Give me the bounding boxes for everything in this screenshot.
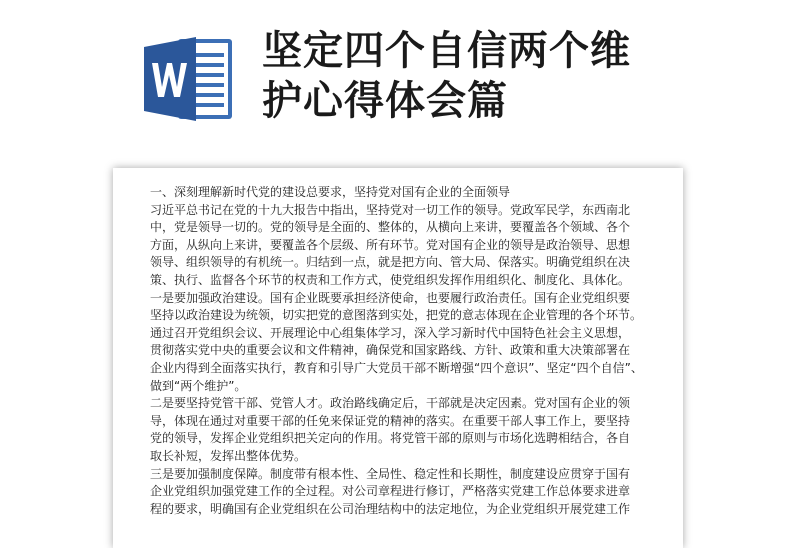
title-line-1: 坚定四个自信两个维 xyxy=(262,28,631,74)
doc-line: 一是要加强政治建设。国有企业既要承担经济使命，也要履行政治责任。国有企业党组织要 xyxy=(150,290,631,305)
doc-line: 中，党是领导一切的。党的领导是全面的、整体的，从横向上来讲，要覆盖各个领域、各个 xyxy=(150,220,631,235)
doc-line: 党的领导，发挥企业党组织把关定向的作用。将党管干部的原则与市场化选聘相结合，各自 xyxy=(150,431,631,446)
title-line-2: 护心得体会篇 xyxy=(262,78,508,124)
header xyxy=(0,0,800,160)
doc-line: 方面，从纵向上来讲，要覆盖各个层级、所有环节。党对国有企业的领导是政治领导、思想 xyxy=(150,237,631,252)
doc-line: 领导、组织领导的有机统一。归结到一点，就是把方向、管大局、保落实。明确党组织在决 xyxy=(150,255,631,270)
doc-line: 取长补短，发挥出整体优势。 xyxy=(150,448,307,463)
doc-line: 程的要求，明确国有企业党组织在公司治理结构中的法定地位，为企业党组织开展党建工作 xyxy=(150,501,631,516)
doc-line: 一、深刻理解新时代党的建设总要求，坚持党对国有企业的全面领导 xyxy=(150,185,511,199)
page-title xyxy=(262,26,782,126)
word-document-icon xyxy=(142,33,236,125)
doc-line: 贯彻落实党中央的重要会议和文件精神，确保党和国家路线、方针、政策和重大决策部署在 xyxy=(150,343,631,358)
doc-line: 企业党组织加强党建工作的全过程。对公司章程进行修订，严格落实党建工作总体要求进章 xyxy=(150,484,631,499)
doc-line: 三是要加强制度保障。制度带有根本性、全局性、稳定性和长期性，制度建设应贯穿于国有 xyxy=(150,466,631,481)
doc-line: 导，体现在通过对重要干部的任免来保证党的精神的落实。在重要干部人事工作上，要坚持 xyxy=(150,413,631,428)
doc-line: 二是要坚持党管干部、党管人才。政治路线确定后，干部就是决定因素。党对国有企业的领 xyxy=(150,396,631,411)
doc-line: 做到“两个维护”。 xyxy=(150,378,247,393)
doc-line: 策、执行、监督各个环节的权责和工作方式，使党组织发挥作用组织化、制度化、具体化。 xyxy=(150,272,631,287)
doc-line: 坚持以政治建设为统领，切实把党的意图落到实处，把党的意志体现在企业管理的各个环节。 xyxy=(150,308,643,323)
doc-line: 通过召开党组织会议、开展理论中心组集体学习，深入学习新时代中国特色社会主义思想， xyxy=(150,325,631,340)
document-body xyxy=(150,184,660,518)
doc-line: 习近平总书记在党的十九大报告中指出，坚持党对一切工作的领导。党政军民学，东西南北 xyxy=(150,202,631,217)
doc-line: 企业内得到全面落实执行，教育和引导广大党员干部不断增强“四个意识”、坚定“四个自信”、 xyxy=(150,360,643,375)
